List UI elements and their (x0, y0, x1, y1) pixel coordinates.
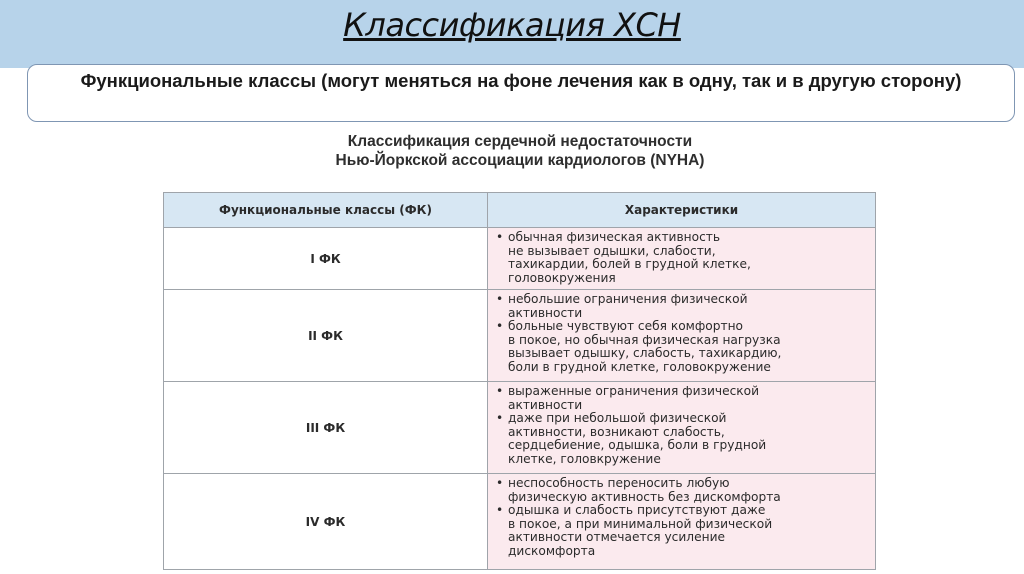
list-item: • даже при небольшой физической активности, возникают слабость, сердцебиение, одышка, боли в грудной клетке, головкружение (494, 412, 871, 466)
table-row (164, 382, 876, 474)
subtitle-box (27, 64, 1015, 122)
class-label: I ФК (164, 228, 488, 290)
list-item: • небольшие ограничения физической активности (494, 293, 871, 320)
class-label: IV ФК (164, 474, 488, 570)
header-classes: Функциональные классы (ФК) (164, 193, 488, 228)
characteristics-cell (488, 382, 876, 474)
class-label: II ФК (164, 290, 488, 382)
nyha-table (163, 192, 876, 570)
list-item: • неспособность переносить любую физическую активность без дискомфорта (494, 477, 871, 504)
figure-title (160, 132, 880, 170)
figure-title-line-2: Нью-Йоркской ассоциации кардиологов (NYHA) (335, 152, 705, 169)
characteristics-list (488, 382, 875, 469)
table-header-row (164, 193, 876, 228)
list-item: • обычная физическая активность не вызывает одышки, слабости, тахикардии, болей в грудной клетке, головокружения (494, 231, 871, 285)
list-item: • выраженные ограничения физической активности (494, 385, 871, 412)
subtitle-text: Функциональные классы (могут меняться на фоне лечения как в одну, так и в другую сторону) (80, 70, 962, 91)
header-characteristics: Характеристики (488, 193, 876, 228)
characteristics-cell (488, 228, 876, 290)
list-item: • одышка и слабость присутствуют даже в покое, а при минимальной физической активности отмечается усиление дискомфорта (494, 504, 871, 558)
characteristics-list (488, 290, 875, 377)
table-row (164, 474, 876, 570)
characteristics-cell (488, 290, 876, 382)
characteristics-list (488, 474, 875, 561)
table-row (164, 290, 876, 382)
figure-title-line-1: Классификация сердечной недостаточности (347, 133, 693, 150)
characteristics-cell (488, 474, 876, 570)
characteristics-list (488, 228, 875, 287)
class-label: III ФК (164, 382, 488, 474)
slide-title: Классификация ХСН (343, 6, 681, 44)
list-item: • больные чувствуют себя комфортно в покое, но обычная физическая нагрузка вызывает одышку, слабость, тахикардию, боли в грудной клетке, головокружение (494, 320, 871, 374)
table-row (164, 228, 876, 290)
